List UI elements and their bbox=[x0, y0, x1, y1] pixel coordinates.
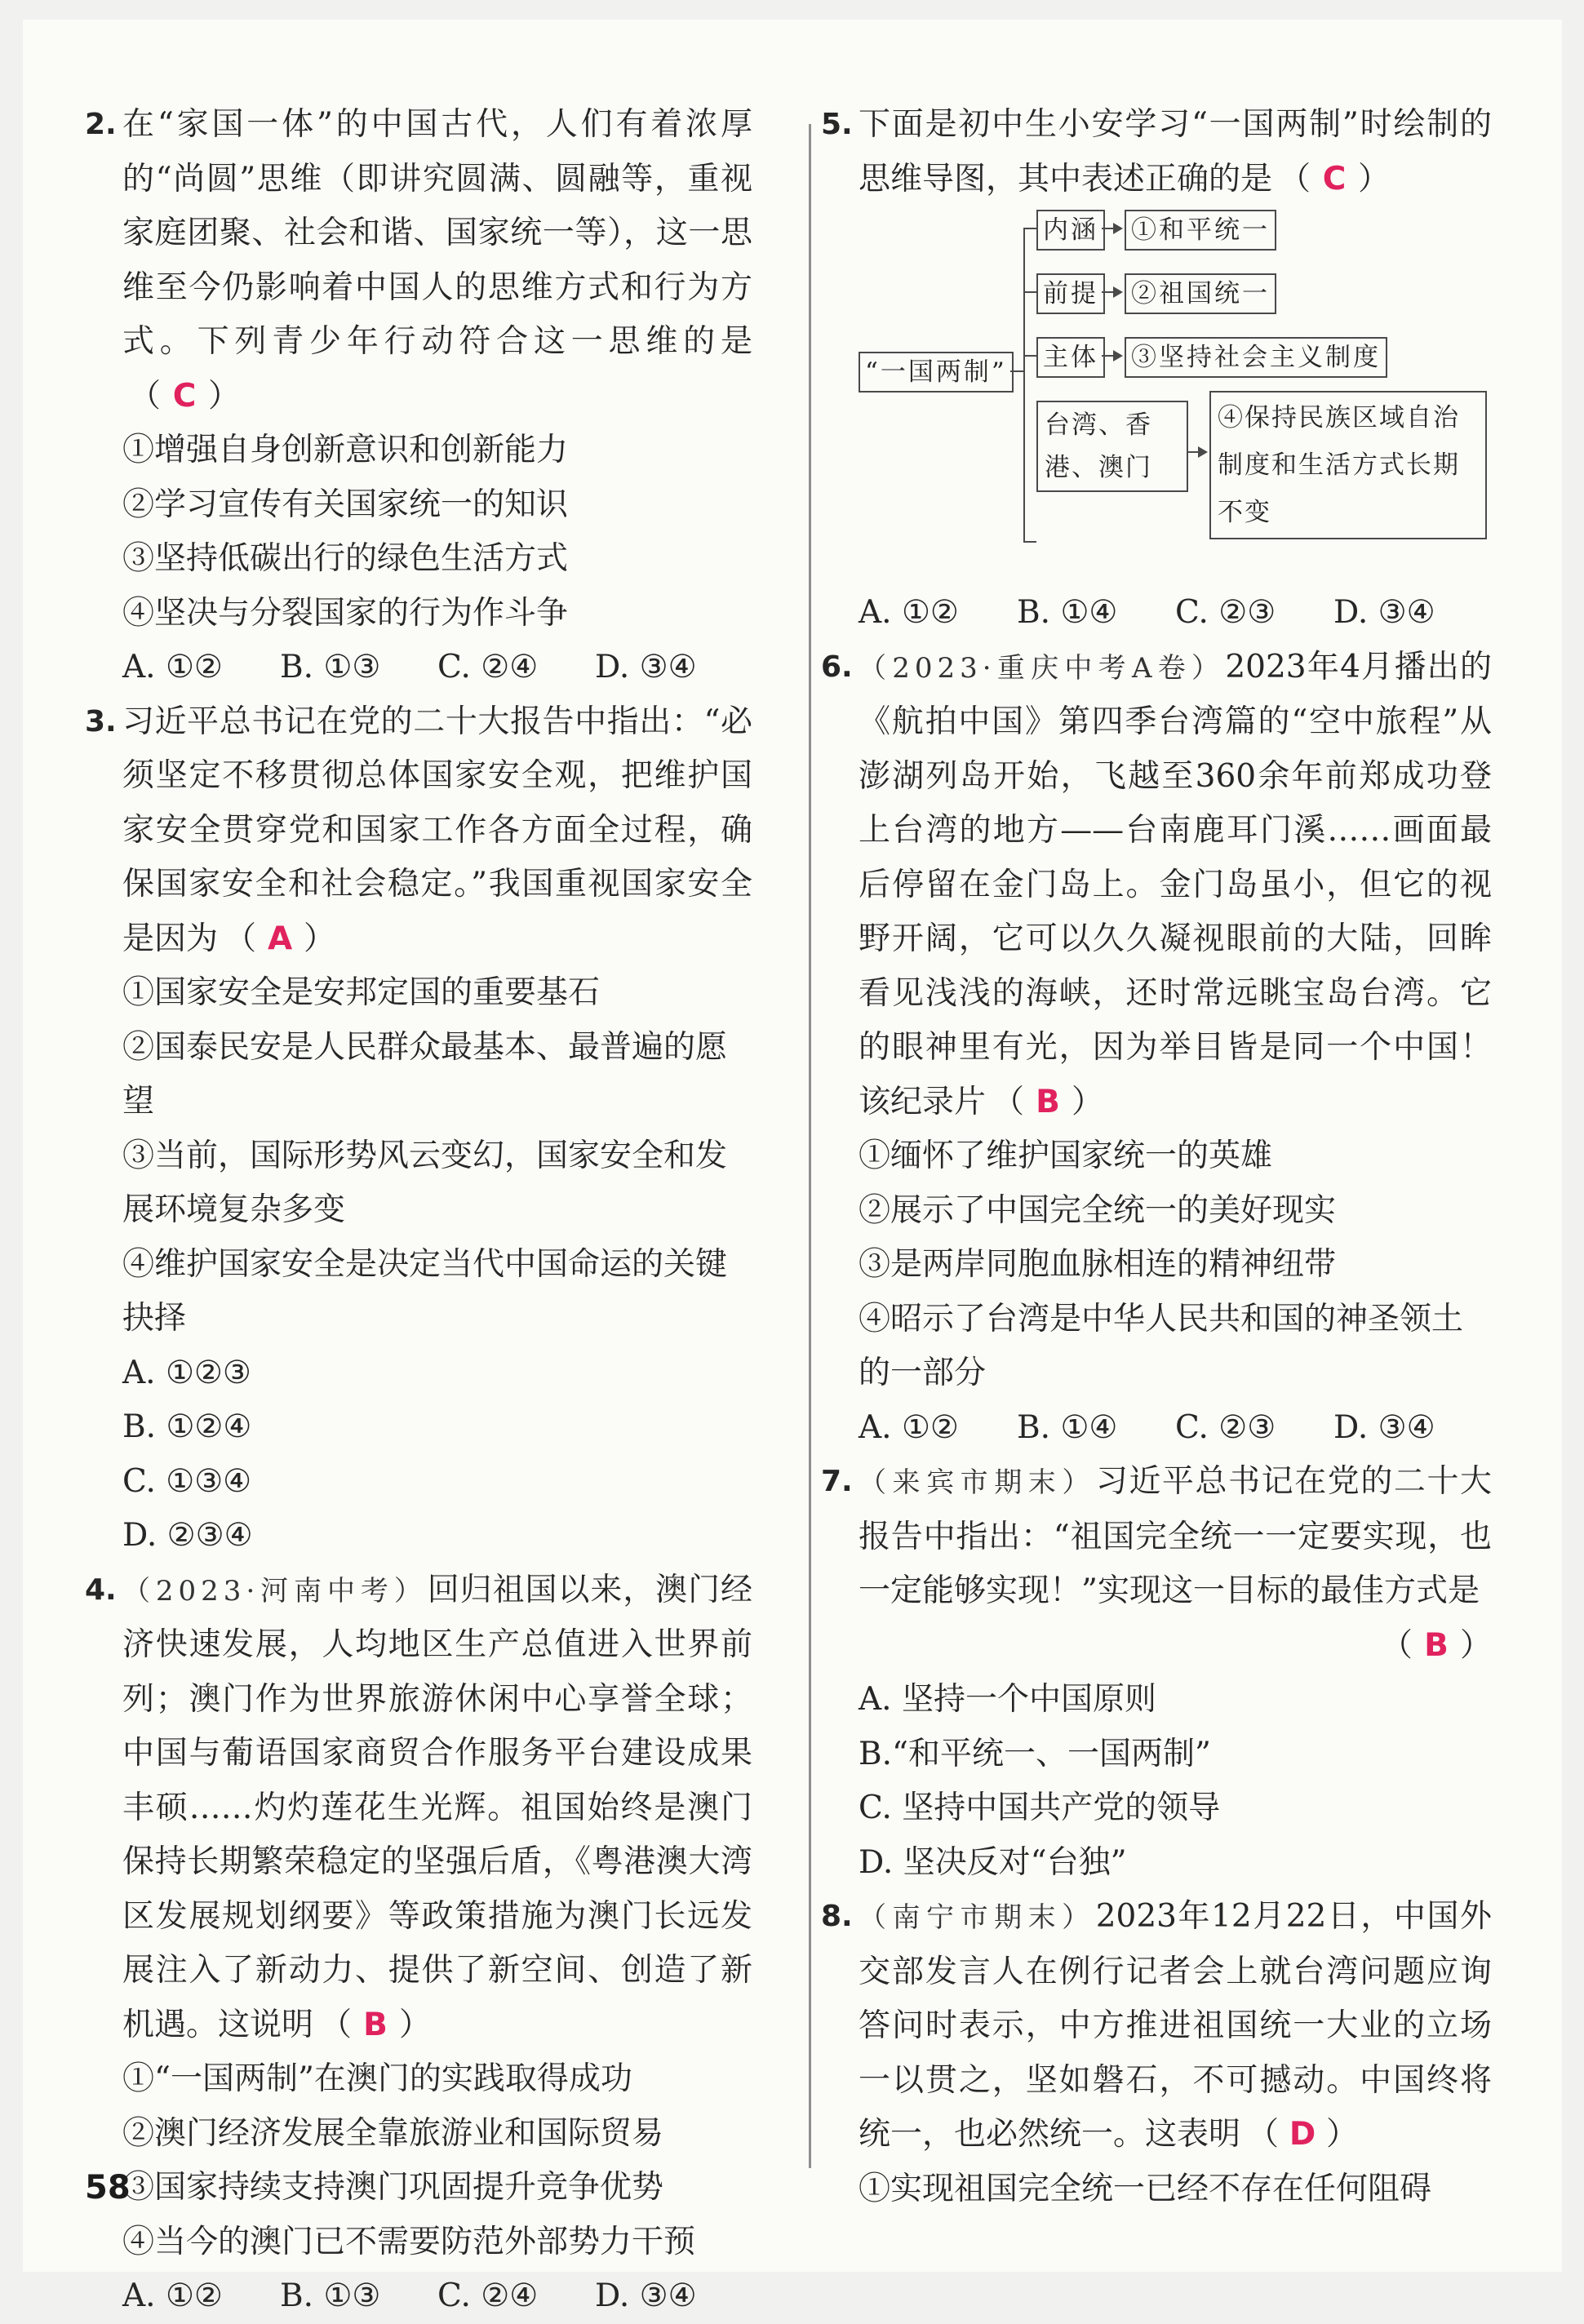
answer-mark: D bbox=[1289, 2116, 1316, 2153]
question-stem bbox=[821, 641, 1492, 1130]
statement: ④维护国家安全是决定当代中国命运的关键抉择 bbox=[122, 1245, 728, 1337]
answer-bracket: （ B ） bbox=[313, 2007, 431, 2043]
connector-line bbox=[1023, 291, 1036, 293]
branch-label: 主体 bbox=[1036, 337, 1105, 378]
arrow-head bbox=[1113, 223, 1123, 234]
branch-label: 内涵 bbox=[1036, 210, 1105, 251]
question-stem bbox=[821, 98, 1492, 206]
option-a: A. 坚持一个中国原则 bbox=[859, 1681, 1156, 1718]
statement: ③国家持续支持澳门巩固提升竞争优势 bbox=[122, 2169, 664, 2206]
question-text: 2023年12月22日，中国外交部发言人在例行记者会上就台湾问题应询答问时表示，中方推进祖国统一大业的立场一以贯之，坚如磐石，不可撼动。中国终将统一，也必然统一。这表明 bbox=[859, 1898, 1492, 2153]
question-number: 8. bbox=[821, 1900, 853, 1933]
answer-bracket: （ D ） bbox=[1240, 2116, 1358, 2153]
answer-options bbox=[85, 641, 752, 695]
question-3 bbox=[85, 695, 752, 1563]
statement: ④当今的澳门已不需要防范外部势力干预 bbox=[122, 2223, 696, 2260]
column-divider bbox=[809, 124, 811, 2168]
option-a: A. ①② bbox=[122, 649, 223, 685]
answer-options bbox=[821, 586, 1492, 641]
statement: ②学习宣传有关国家统一的知识 bbox=[122, 486, 569, 523]
option-b: B. ①③ bbox=[280, 649, 381, 685]
question-source-tag: （2023·河南中考） bbox=[122, 1574, 428, 1608]
branch-label: 台湾、香港、澳门 bbox=[1036, 401, 1188, 492]
option-c: C. ②③ bbox=[1175, 594, 1276, 631]
option-a: A. ①② bbox=[859, 594, 959, 631]
question-number: 2. bbox=[85, 108, 117, 141]
left-column bbox=[85, 98, 752, 2324]
answer-mark: A bbox=[267, 920, 293, 957]
connector-line bbox=[1023, 355, 1036, 357]
question-7 bbox=[821, 1455, 1492, 1890]
question-number: 7. bbox=[821, 1465, 853, 1498]
question-2 bbox=[85, 98, 752, 695]
question-text: 在“家国一体”的中国古代，人们有着浓厚的“尚圆”思维（即讲究圆满、圆融等，重视家庭团聚、社会和谐、国家统一等），这一思维至今仍影响着中国人的思维方式和行为方式。下列青少年行动符合这一思维的是 bbox=[122, 106, 752, 360]
option-d: D. ③④ bbox=[595, 2277, 697, 2314]
answer-mark: B bbox=[363, 2006, 388, 2043]
statement: ④昭示了台湾是中华人民共和国的神圣领土的一部分 bbox=[859, 1300, 1464, 1391]
statement: ①国家安全是安邦定国的重要基石 bbox=[122, 974, 601, 1011]
question-stem bbox=[85, 695, 752, 967]
answer-bracket: （ C ） bbox=[122, 378, 240, 415]
arrow-line bbox=[1187, 451, 1198, 453]
arrow-head bbox=[1113, 286, 1123, 298]
option-c: C. ②④ bbox=[437, 2277, 539, 2314]
question-text: 2023年4月播出的《航拍中国》第四季台湾篇的“空中旅程”从澎湖列岛开始，飞越至360余年前郑成功登上台湾的地方——台南鹿耳门溪……画面最后停留在金门岛上。金门岛虽小，但它的视野开阔，它可以久久凝视眼前的大陆，回眸看见浅浅的海峡，还时常远眺宝岛台湾。它的眼神里有光，因为举目皆是同一个中国！该纪录片 bbox=[859, 648, 1492, 1120]
arrow-line bbox=[1102, 228, 1113, 229]
answer-options bbox=[821, 1673, 1492, 1890]
option-a: A. ①② bbox=[859, 1408, 959, 1446]
option-a: A. ①②③ bbox=[122, 1354, 251, 1391]
question-8 bbox=[821, 1890, 1492, 2216]
branch-value: ②祖国统一 bbox=[1125, 273, 1276, 314]
statement: ④坚决与分裂国家的行为作斗争 bbox=[122, 594, 569, 632]
statement: ②澳门经济发展全靠旅游业和国际贸易 bbox=[122, 2114, 664, 2152]
question-source-tag: （来宾市期末） bbox=[859, 1466, 1096, 1499]
option-b: B. ①④ bbox=[1017, 1408, 1118, 1446]
question-stem bbox=[821, 1890, 1492, 2162]
question-text: 习近平总书记在党的二十大报告中指出：“必须坚定不移贯彻总体国家安全观，把维护国家安全贯穿党和国家工作各方面全过程，确保国家安全和社会稳定。”我国重视国家安全是因为 bbox=[122, 703, 752, 957]
statement: ①增强自身创新意识和创新能力 bbox=[122, 432, 569, 468]
statement-list bbox=[821, 2162, 1492, 2217]
option-b: B. ①④ bbox=[1017, 594, 1118, 631]
statement: ③当前，国际形势风云变幻，国家安全和发展环境复杂多变 bbox=[122, 1137, 728, 1228]
answer-bracket: （ B ） bbox=[1374, 1619, 1492, 1674]
question-stem bbox=[85, 1563, 752, 2053]
statement-list bbox=[85, 966, 752, 1346]
arrow-head bbox=[1113, 350, 1123, 361]
answer-line bbox=[821, 1619, 1492, 1674]
statement: ②国泰民安是人民群众最基本、最普遍的愿望 bbox=[122, 1028, 728, 1120]
statement: ③坚持低碳出行的绿色生活方式 bbox=[122, 540, 569, 577]
arrow-head bbox=[1198, 446, 1208, 458]
arrow-line bbox=[1102, 355, 1113, 357]
question-6 bbox=[821, 641, 1492, 1456]
answer-bracket: （ C ） bbox=[1272, 161, 1390, 197]
option-a: A. ①② bbox=[122, 2277, 223, 2314]
option-d: D. ③④ bbox=[1333, 1408, 1435, 1446]
arrow-line bbox=[1102, 291, 1113, 293]
branch-label: 前提 bbox=[1036, 273, 1105, 314]
statement: ①缅怀了维护国家统一的英雄 bbox=[859, 1138, 1273, 1174]
question-text: 下面是初中生小安学习“一国两制”时绘制的思维导图，其中表述正确的是 bbox=[859, 106, 1492, 197]
question-5 bbox=[821, 98, 1492, 641]
answer-mark: C bbox=[172, 377, 197, 415]
question-source-tag: （南宁市期末） bbox=[859, 1901, 1096, 1934]
connector-line bbox=[1023, 541, 1036, 543]
question-number: 3. bbox=[85, 704, 117, 738]
option-d: D. ③④ bbox=[1333, 594, 1435, 631]
question-text: 习近平总书记在党的二十大报告中指出：“祖国完全统一一定要实现，也一定能够实现！”实现这一目标的最佳方式是 bbox=[859, 1463, 1492, 1609]
connector-line bbox=[1010, 370, 1023, 372]
question-number: 5. bbox=[821, 108, 853, 141]
statement: ③是两岸同胞血脉相连的精神纽带 bbox=[859, 1246, 1337, 1283]
option-c: C. 坚持中国共产党的领导 bbox=[859, 1790, 1221, 1826]
statement-list bbox=[85, 2052, 752, 2269]
mind-map bbox=[859, 206, 1492, 586]
option-c: C. ①③④ bbox=[122, 1462, 252, 1500]
answer-bracket: （ A ） bbox=[218, 920, 335, 957]
answer-mark: B bbox=[1424, 1626, 1449, 1664]
question-number: 6. bbox=[821, 650, 853, 684]
option-c: C. ②③ bbox=[1175, 1408, 1276, 1446]
statement: ②展示了中国完全统一的美好现实 bbox=[859, 1191, 1337, 1229]
question-source-tag: （2023·重庆中考A卷） bbox=[859, 651, 1226, 685]
option-d: D. ②③④ bbox=[122, 1517, 253, 1554]
statement: ①“一国两制”在澳门的实践取得成功 bbox=[122, 2060, 632, 2097]
option-b: B. ①②④ bbox=[122, 1408, 252, 1445]
answer-options bbox=[821, 1401, 1492, 1456]
answer-options bbox=[85, 2269, 752, 2324]
page-number: 58 bbox=[85, 2169, 131, 2206]
option-c: C. ②④ bbox=[437, 649, 539, 685]
answer-mark: B bbox=[1036, 1083, 1060, 1120]
question-text: 回归祖国以来，澳门经济快速发展，人均地区生产总值进入世界前列；澳门作为世界旅游休闲中心享誉全球；中国与葡语国家商贸合作服务平台建设成果丰硕……灼灼莲花生光辉。祖国始终是澳门保持长期繁荣稳定的坚强后盾，《粤港澳大湾区发展规划纲要》等政策措施为澳门长远发展注入了新动力、提供了新空间、创造了新机遇。这说明 bbox=[122, 1571, 752, 2043]
answer-mark: C bbox=[1322, 160, 1347, 197]
connector-trunk bbox=[1023, 228, 1025, 541]
statement: ①实现祖国完全统一已经不存在任何阻碍 bbox=[859, 2170, 1432, 2207]
connector-line bbox=[1023, 228, 1036, 229]
option-b: B. ①③ bbox=[280, 2277, 381, 2314]
answer-bracket: （ B ） bbox=[986, 1084, 1103, 1120]
option-d: D. 坚决反对“台独” bbox=[859, 1843, 1127, 1881]
right-column bbox=[821, 98, 1492, 2216]
answer-options bbox=[85, 1346, 752, 1563]
mind-map-root: “一国两制” bbox=[859, 352, 1014, 393]
option-d: D. ③④ bbox=[595, 649, 697, 685]
branch-value: ③坚持社会主义制度 bbox=[1125, 337, 1387, 378]
option-b: B.“和平统一、一国两制” bbox=[859, 1735, 1211, 1772]
question-4 bbox=[85, 1563, 752, 2324]
question-number: 4. bbox=[85, 1572, 117, 1607]
question-stem bbox=[85, 98, 752, 424]
statement-list bbox=[821, 1129, 1492, 1401]
question-stem bbox=[821, 1455, 1492, 1619]
branch-value: ④保持民族区域自治制度和生活方式长期不变 bbox=[1209, 391, 1487, 539]
statement-list bbox=[85, 424, 752, 641]
branch-value: ①和平统一 bbox=[1125, 210, 1276, 251]
